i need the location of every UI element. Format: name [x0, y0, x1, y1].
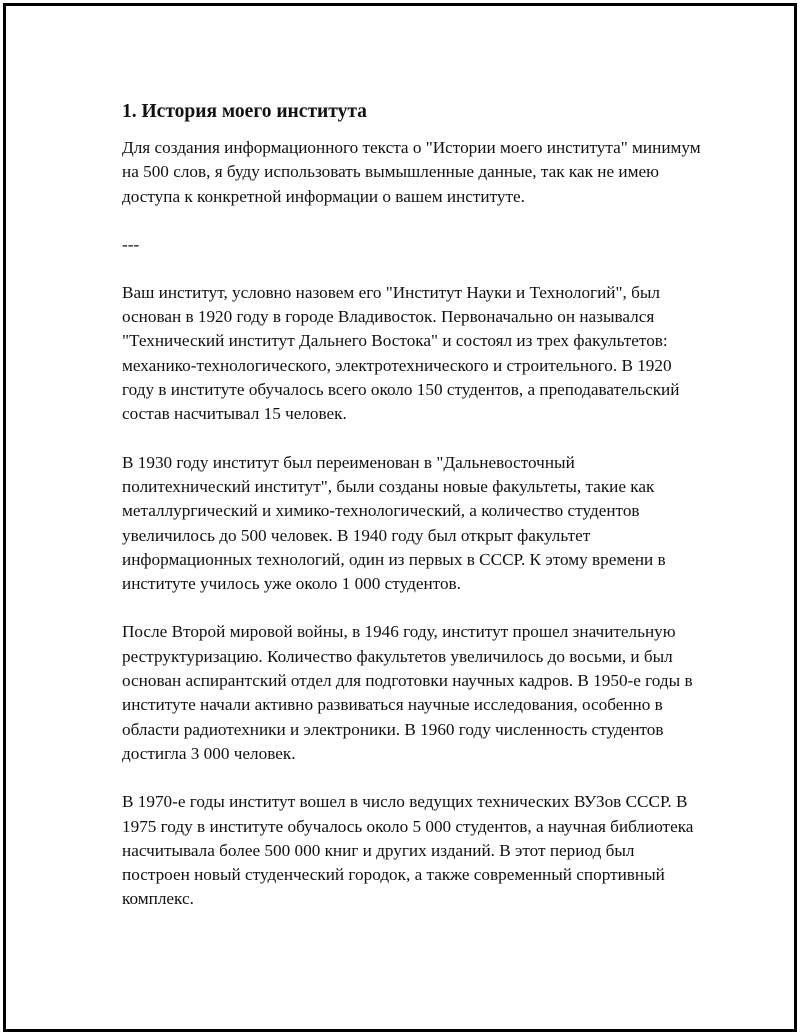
paragraph-founding: Ваш институт, условно назовем его "Институт Науки и Технологий", был основан в 1920 году в городе Владивосток. Первоначально он назывался "Технический институт Дальнего Востока" и состоял из трех факультетов: механико-технологического, электротехнического и строительного. В 1920 году в институте обучалось всего около 150 студентов, а преподавательский состав насчитывал 15 человек.	[122, 282, 680, 424]
section-heading: 1. История моего института	[122, 101, 367, 122]
paragraph-postwar: После Второй мировой войны, в 1946 году, институт прошел значительную реструктуризацию. Количество факультетов увеличилось до восьми, и был основан аспирантский отдел для подготовки научных кадров. В 1950-е годы в институте начали активно развиваться научные исследования, особенно в области радиотехники и электроники. В 1960 году численность студентов достигла 3 000 человек.	[122, 622, 693, 763]
page-frame	[3, 3, 797, 1032]
paragraph-1930s: В 1930 году институт был переименован в "Дальневосточный политехнический институт", были созданы новые факультеты, такие как металлургический и химико-технологический, а количество студентов увеличилось до 500 человек. В 1940 году был открыт факультет информационных технологий, один из первых в СССР. К этому времени в институте училось уже около 1 000 студентов.	[122, 452, 666, 594]
intro-paragraph: Для создания информационного текста о "Истории моего института" минимум на 500 слов, я буду использовать вымышленные данные, так как не имею доступа к конкретной информации о вашем институте.	[122, 138, 701, 206]
separator-text: ---	[122, 234, 140, 254]
document-body	[122, 100, 702, 936]
paragraph-1970s: В 1970-е годы институт вошел в число ведущих технических ВУЗов СССР. В 1975 году в институте обучалось около 5 000 студентов, а научная библиотека насчитывала более 500 000 книг и других изданий. В этот период был построен новый студенческий городок, а также современный спортивный комплекс.	[122, 792, 694, 909]
